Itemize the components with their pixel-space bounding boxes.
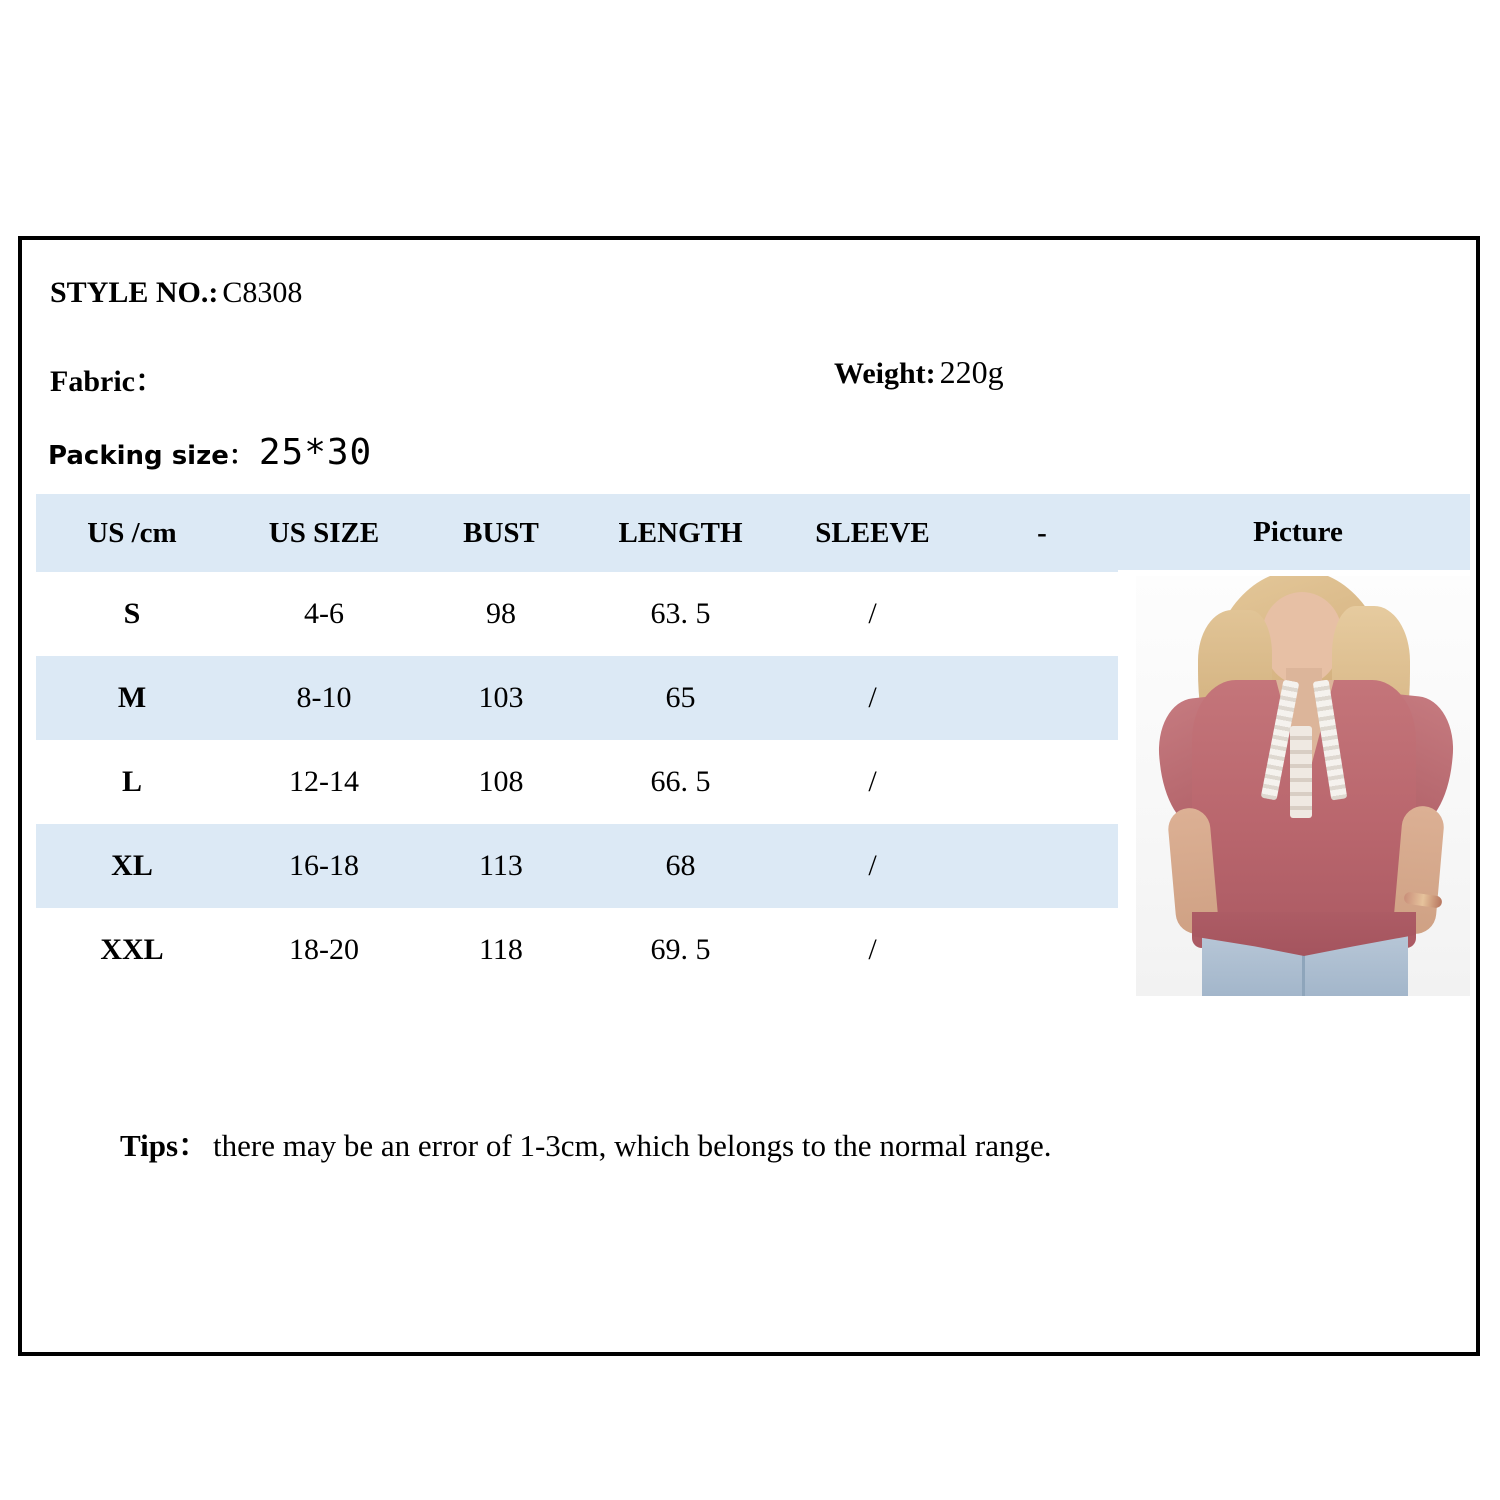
cell-dash	[966, 824, 1118, 908]
cell-dash	[966, 908, 1118, 992]
style-number-value: C8308	[222, 276, 303, 309]
column-header-sleeve: SLEEVE	[815, 516, 930, 549]
style-number-label: STYLE NO.:	[50, 276, 219, 309]
column-header-length: LENGTH	[618, 516, 743, 549]
table-row	[36, 740, 1118, 824]
cell-sleeve: /	[868, 765, 877, 798]
cell-size: XL	[111, 849, 153, 882]
cell-dash	[966, 740, 1118, 824]
weight-value: 220g	[939, 354, 1004, 390]
cell-length: 66. 5	[650, 765, 711, 798]
cell-us-size: 18-20	[289, 933, 359, 966]
tips-line	[120, 1120, 1051, 1165]
weight-line	[834, 354, 1004, 391]
cell-us-size: 16-18	[289, 849, 359, 882]
cell-sleeve: /	[868, 933, 877, 966]
table-row	[36, 824, 1118, 908]
cell-bust: 113	[479, 849, 523, 882]
cell-size: S	[123, 597, 141, 630]
cell-length: 69. 5	[650, 933, 711, 966]
packing-size-line	[48, 432, 372, 473]
cell-size: XXL	[100, 933, 164, 966]
size-table	[36, 494, 1118, 992]
cell-sleeve: /	[868, 597, 877, 630]
cell-bust: 98	[486, 597, 516, 630]
column-header-dash: -	[1037, 516, 1047, 549]
cell-length: 65	[665, 681, 696, 714]
table-row	[36, 656, 1118, 740]
cell-us-size: 12-14	[289, 765, 359, 798]
packing-size-label: Packing size：	[48, 441, 255, 471]
column-header-picture: Picture	[1253, 515, 1343, 548]
table-row	[36, 908, 1118, 992]
cell-size: M	[117, 681, 147, 714]
size-table-wrap	[36, 494, 1470, 992]
column-header-bust: BUST	[463, 516, 539, 549]
cell-dash	[966, 572, 1118, 656]
fabric-line	[50, 356, 165, 400]
table-header-row	[36, 494, 1118, 572]
column-header-uscm: US /cm	[87, 516, 177, 549]
fabric-label: Fabric：	[50, 365, 165, 398]
packing-size-value: 25*30	[258, 432, 373, 473]
cell-us-size: 8-10	[296, 681, 352, 714]
cell-length: 63. 5	[650, 597, 711, 630]
garment-button-placket	[1290, 726, 1312, 818]
cell-bust: 118	[479, 933, 523, 966]
cell-sleeve: /	[868, 681, 877, 714]
size-chart-card	[18, 236, 1480, 1356]
cell-dash	[966, 656, 1118, 740]
tips-text: there may be an error of 1-3cm, which belongs to the normal range.	[213, 1128, 1052, 1163]
cell-us-size: 4-6	[304, 597, 344, 630]
cell-size: L	[121, 765, 142, 798]
cell-sleeve: /	[868, 849, 877, 882]
tips-label: Tips：	[120, 1128, 210, 1163]
column-header-ussize: US SIZE	[268, 516, 380, 549]
table-row	[36, 572, 1118, 656]
product-photo	[1136, 576, 1470, 996]
weight-label: Weight:	[834, 357, 936, 390]
cell-bust: 108	[478, 765, 524, 798]
style-number-line	[50, 276, 302, 310]
cell-length: 68	[665, 849, 696, 882]
cell-bust: 103	[478, 681, 524, 714]
